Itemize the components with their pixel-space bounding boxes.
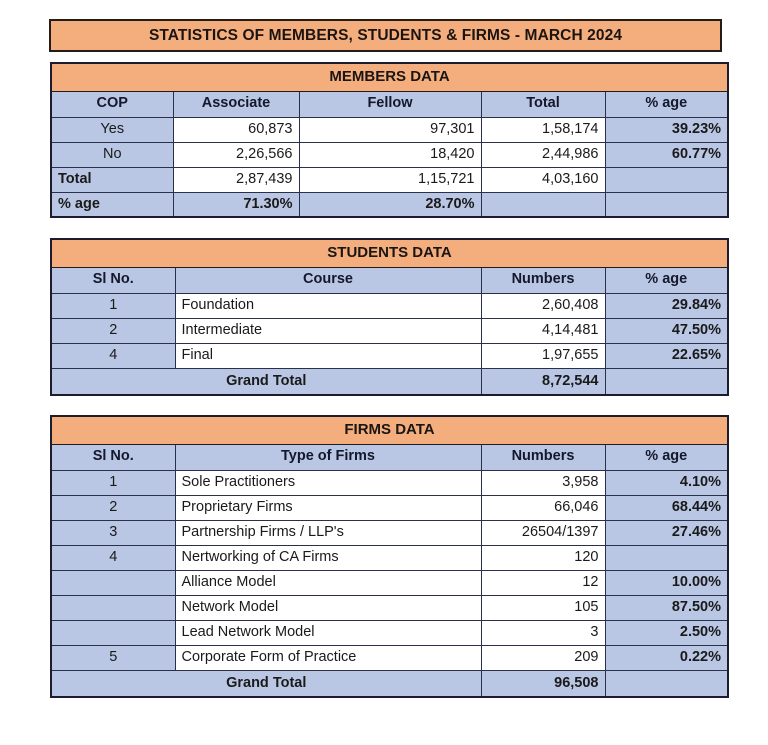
members-col-associate: Associate (173, 91, 299, 117)
members-total-no: 2,44,986 (481, 142, 605, 167)
table-row (51, 167, 728, 192)
firms-type-2: Proprietary Firms (175, 495, 481, 520)
members-data-table (50, 62, 729, 218)
firms-type-7: Lead Network Model (175, 620, 481, 645)
firms-pct-3: 27.46% (605, 520, 728, 545)
firms-sl-5 (51, 570, 175, 595)
students-grand-total-row (51, 368, 728, 395)
firms-grand-total-label: Grand Total (51, 670, 481, 697)
members-associate-no: 2,26,566 (173, 142, 299, 167)
members-cop-no: No (51, 142, 173, 167)
firms-pct-1: 4.10% (605, 470, 728, 495)
firms-sl-8: 5 (51, 645, 175, 670)
table-row (51, 620, 728, 645)
members-fellow-total: 1,15,721 (299, 167, 481, 192)
students-pct-1: 29.84% (605, 293, 728, 318)
firms-pct-2: 68.44% (605, 495, 728, 520)
firms-sl-2: 2 (51, 495, 175, 520)
firms-col-numbers: Numbers (481, 444, 605, 470)
table-row (51, 495, 728, 520)
members-total-yes: 1,58,174 (481, 117, 605, 142)
members-col-total: Total (481, 91, 605, 117)
firms-numbers-2: 66,046 (481, 495, 605, 520)
firms-type-8: Corporate Form of Practice (175, 645, 481, 670)
members-associate-yes: 60,873 (173, 117, 299, 142)
firms-type-5: Alliance Model (175, 570, 481, 595)
students-data-table (50, 238, 729, 396)
firms-sl-4: 4 (51, 545, 175, 570)
students-sl-3: 4 (51, 343, 175, 368)
firms-numbers-1: 3,958 (481, 470, 605, 495)
firms-sl-1: 1 (51, 470, 175, 495)
firms-pct-8: 0.22% (605, 645, 728, 670)
students-column-header-row (51, 267, 728, 293)
students-numbers-3: 1,97,655 (481, 343, 605, 368)
students-pct-3: 22.65% (605, 343, 728, 368)
firms-type-1: Sole Practitioners (175, 470, 481, 495)
table-row (51, 142, 728, 167)
members-fellow-yes: 97,301 (299, 117, 481, 142)
page-title: STATISTICS OF MEMBERS, STUDENTS & FIRMS - MARCH 2024 (49, 19, 722, 52)
students-sl-2: 2 (51, 318, 175, 343)
students-col-course: Course (175, 267, 481, 293)
members-row-pct-label: % age (51, 192, 173, 217)
students-grand-total-label: Grand Total (51, 368, 481, 395)
members-fellow-no: 18,420 (299, 142, 481, 167)
members-pct-no: 60.77% (605, 142, 728, 167)
firms-pct-6: 87.50% (605, 595, 728, 620)
members-col-pct: % age (605, 91, 728, 117)
table-row (51, 293, 728, 318)
students-grand-total-numbers: 8,72,544 (481, 368, 605, 395)
students-numbers-1: 2,60,408 (481, 293, 605, 318)
students-sl-1: 1 (51, 293, 175, 318)
students-col-pct: % age (605, 267, 728, 293)
firms-type-4: Nertworking of CA Firms (175, 545, 481, 570)
members-pct-yes: 39.23% (605, 117, 728, 142)
members-associate-pct: 71.30% (173, 192, 299, 217)
firms-col-type: Type of Firms (175, 444, 481, 470)
firms-numbers-3: 26504/1397 (481, 520, 605, 545)
firms-col-pct: % age (605, 444, 728, 470)
members-row-total-label: Total (51, 167, 173, 192)
firms-numbers-4: 120 (481, 545, 605, 570)
firms-pct-4 (605, 545, 728, 570)
firms-pct-7: 2.50% (605, 620, 728, 645)
firms-grand-total-pct (605, 670, 728, 697)
firms-numbers-7: 3 (481, 620, 605, 645)
members-fellow-pct: 28.70% (299, 192, 481, 217)
firms-grand-total-row (51, 670, 728, 697)
table-row (51, 192, 728, 217)
table-row (51, 570, 728, 595)
firms-numbers-8: 209 (481, 645, 605, 670)
firms-section-header (51, 416, 728, 444)
table-row (51, 343, 728, 368)
members-section-header (51, 63, 728, 91)
members-col-fellow: Fellow (299, 91, 481, 117)
students-col-numbers: Numbers (481, 267, 605, 293)
members-col-cop: COP (51, 91, 173, 117)
firms-section-title: FIRMS DATA (51, 416, 728, 444)
table-row (51, 595, 728, 620)
members-total-total: 4,03,160 (481, 167, 605, 192)
table-row (51, 470, 728, 495)
firms-sl-7 (51, 620, 175, 645)
firms-type-3: Partnership Firms / LLP's (175, 520, 481, 545)
members-pct-total (605, 167, 728, 192)
members-total-pct (481, 192, 605, 217)
students-course-1: Foundation (175, 293, 481, 318)
table-row (51, 318, 728, 343)
students-course-2: Intermediate (175, 318, 481, 343)
students-section-title: STUDENTS DATA (51, 239, 728, 267)
table-row (51, 545, 728, 570)
firms-numbers-5: 12 (481, 570, 605, 595)
students-grand-total-pct (605, 368, 728, 395)
students-course-3: Final (175, 343, 481, 368)
firms-numbers-6: 105 (481, 595, 605, 620)
members-cop-yes: Yes (51, 117, 173, 142)
table-row (51, 117, 728, 142)
students-col-slno: Sl No. (51, 267, 175, 293)
firms-sl-6 (51, 595, 175, 620)
firms-column-header-row (51, 444, 728, 470)
firms-pct-5: 10.00% (605, 570, 728, 595)
members-associate-total: 2,87,439 (173, 167, 299, 192)
firms-type-6: Network Model (175, 595, 481, 620)
firms-sl-3: 3 (51, 520, 175, 545)
students-section-header (51, 239, 728, 267)
firms-grand-total-numbers: 96,508 (481, 670, 605, 697)
members-column-header-row (51, 91, 728, 117)
firms-col-slno: Sl No. (51, 444, 175, 470)
students-pct-2: 47.50% (605, 318, 728, 343)
students-numbers-2: 4,14,481 (481, 318, 605, 343)
members-pct-pct (605, 192, 728, 217)
members-section-title: MEMBERS DATA (51, 63, 728, 91)
table-row (51, 520, 728, 545)
firms-data-table (50, 415, 729, 698)
table-row (51, 645, 728, 670)
